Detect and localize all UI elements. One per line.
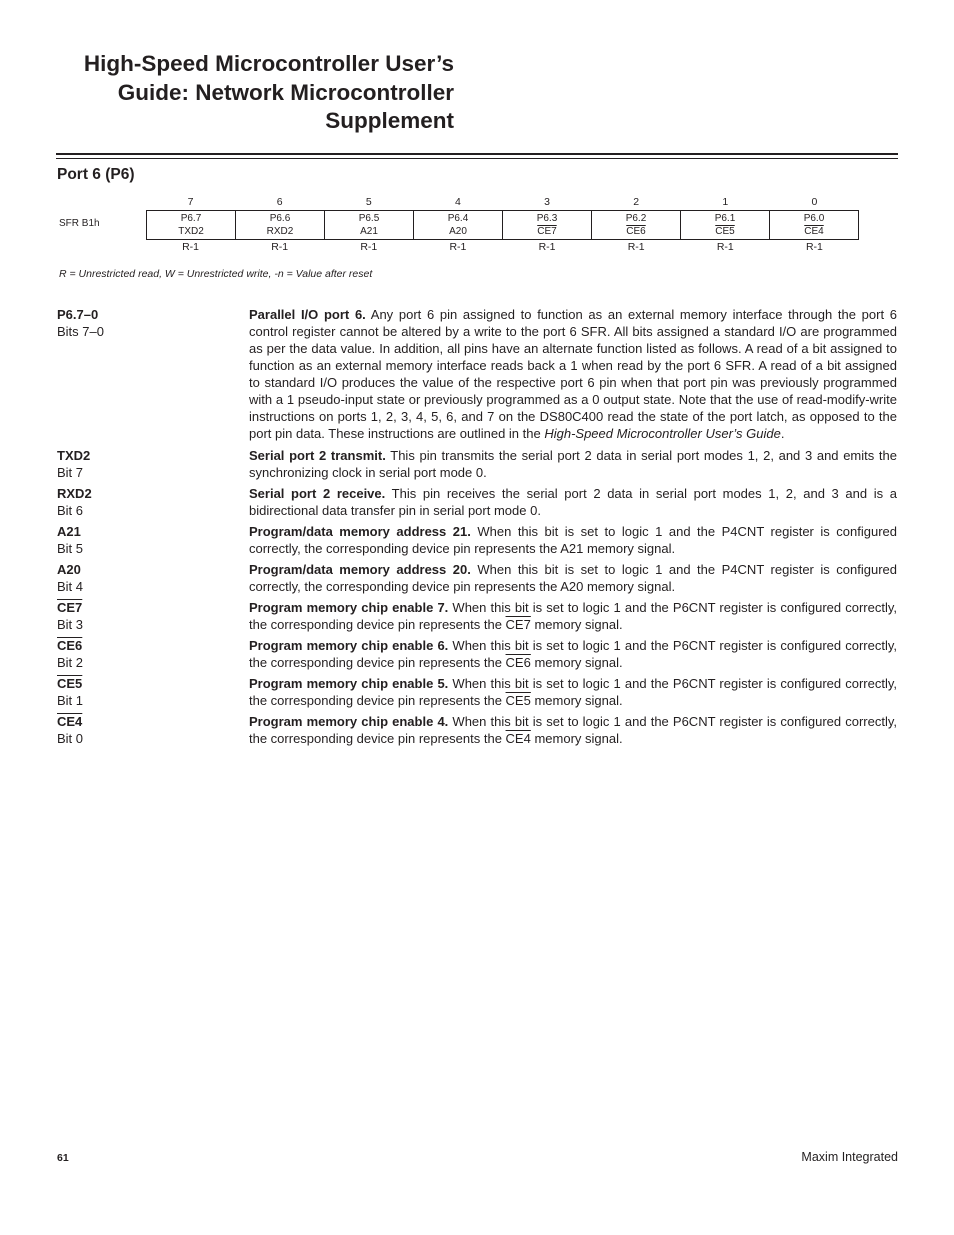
bit-description-text <box>249 713 897 747</box>
bit-description-text <box>249 306 897 442</box>
bit-description-list <box>57 306 897 751</box>
bit-number: 2 <box>633 196 640 208</box>
register-cell <box>681 211 770 240</box>
description-lead: Serial port 2 transmit. <box>249 448 386 463</box>
signal-name: CE5 <box>505 693 531 708</box>
bit-label <box>57 713 249 747</box>
bit-label <box>57 447 249 481</box>
description-end: memory signal. <box>530 617 623 632</box>
description-body: When this bit is set to logic 1 and the P4CNT register is configured correctly, the corresponding device pin represents the A20 memory signal. <box>249 562 897 594</box>
bit-description-text <box>249 523 897 557</box>
description-lead: Program/data memory address 21. <box>249 524 471 539</box>
bit-field-name: TXD2 <box>57 448 91 463</box>
header-rule-thick <box>56 153 898 155</box>
bit-number: 0 <box>811 196 818 208</box>
bit-description <box>57 675 897 709</box>
bit-position: Bits 7–0 <box>57 324 104 339</box>
bit-position: Bit 0 <box>57 731 84 746</box>
bit-label <box>57 306 249 442</box>
title-line-3: Supplement <box>325 108 454 133</box>
description-end: memory signal. <box>530 655 623 670</box>
bit-function: A20 <box>449 226 467 237</box>
bit-description-text <box>249 447 897 481</box>
bit-label <box>57 523 249 557</box>
signal-name: CE6 <box>505 655 531 670</box>
description-body: This pin receives the serial port 2 data in serial port modes 1, 2, and 3 and is a bidirectional data transfer pin in serial port mode 0. <box>249 486 897 518</box>
bit-description <box>57 306 897 442</box>
bit-name: P6.2 <box>625 213 647 224</box>
page-number: 61 <box>57 1152 69 1164</box>
bit-description-text <box>249 637 897 671</box>
bit-description <box>57 561 897 595</box>
bit-description-text <box>249 485 897 519</box>
bit-number: 5 <box>365 196 372 208</box>
header-rule-thin <box>56 158 898 159</box>
bit-field-name: A21 <box>57 524 81 539</box>
bit-position: Bit 2 <box>57 655 84 670</box>
register-legend: R = Unrestricted read, W = Unrestricted write, -n = Value after reset <box>59 268 373 280</box>
reset-value: R-1 <box>360 241 378 253</box>
bit-name: P6.7 <box>180 213 202 224</box>
bit-function: A21 <box>360 226 378 237</box>
bit-function: CE7 <box>537 226 557 237</box>
bit-function: CE4 <box>804 226 824 237</box>
bit-number: 1 <box>722 196 729 208</box>
signal-name: CE7 <box>505 617 531 632</box>
bit-description <box>57 523 897 557</box>
description-lead: Program memory chip enable 7. <box>249 600 449 615</box>
reset-value: R-1 <box>538 241 556 253</box>
bit-description <box>57 599 897 633</box>
title-line-1: High-Speed Microcontroller User’s <box>83 51 454 76</box>
reset-value: R-1 <box>627 241 645 253</box>
document-title <box>40 50 454 136</box>
bit-field-name: CE5 <box>57 676 83 691</box>
footer-company: Maxim Integrated <box>801 1150 898 1164</box>
register-cell <box>325 211 414 240</box>
guide-reference: High-Speed Microcontroller User’s Guide <box>544 426 781 441</box>
description-lead: Program/data memory address 20. <box>249 562 471 577</box>
bit-description <box>57 485 897 519</box>
register-cell <box>147 211 236 240</box>
bit-description-text <box>249 561 897 595</box>
description-body: When this bit is set to logic 1 and the P6CNT register is configured correctly, the corresponding device pin represents the <box>249 676 897 708</box>
signal-name: CE4 <box>505 731 531 746</box>
description-end: memory signal. <box>530 731 623 746</box>
register-row <box>147 211 859 240</box>
register-cell <box>592 211 681 240</box>
description-body: Any port 6 pin assigned to function as an external memory interface through the port 6 control register cannot be altered by a write to the port 6 SFR. All bits assigned a standard I/O are programmed as per the data value. In addition, all pins have an alternate function listed as follows. A read of a bit assigned to function as an external memory interface reads back a 1 when read by the port 6 SFR. A read of a bit assigned to standard I/O produces the value of the respective port 6 pin when that port pin was previously programmed with a 1 pseudo-input state or previously programmed as a 0 output state. Note that the use of read-modify-write instructions on ports 1, 2, 3, 4, 5, 6, and 7 on the DS80C400 read the state of the port latch, as opposed to the port pin data. These instructions are outlined in the <box>249 307 898 441</box>
bit-name: P6.3 <box>536 213 558 224</box>
description-body: When this bit is set to logic 1 and the P6CNT register is configured correctly, the corresponding device pin represents the <box>249 714 897 746</box>
description-body: When this bit is set to logic 1 and the P6CNT register is configured correctly, the corresponding device pin represents the <box>249 600 897 632</box>
description-body: When this bit is set to logic 1 and the P6CNT register is configured correctly, the corresponding device pin represents the <box>249 638 897 670</box>
bit-description <box>57 447 897 481</box>
bit-name: P6.6 <box>269 213 291 224</box>
bit-field-name: CE7 <box>57 600 83 615</box>
bit-name: P6.1 <box>714 213 736 224</box>
bit-function: CE6 <box>626 226 646 237</box>
register-bit-numbers <box>146 196 859 208</box>
bit-label <box>57 599 249 633</box>
description-lead: Parallel I/O port 6. <box>249 307 366 322</box>
reset-value: R-1 <box>449 241 467 253</box>
register-cell <box>770 211 859 240</box>
register-cell <box>503 211 592 240</box>
bit-field-name: CE4 <box>57 714 83 729</box>
reset-value: R-1 <box>805 241 823 253</box>
bit-label <box>57 637 249 671</box>
description-body: When this bit is set to logic 1 and the P4CNT register is configured correctly, the corresponding device pin represents the A21 memory signal. <box>249 524 897 556</box>
bit-number: 3 <box>544 196 550 208</box>
bit-number: 7 <box>187 196 194 208</box>
bit-description <box>57 713 897 747</box>
bit-field-name: P6.7–0 <box>57 307 99 322</box>
sfr-address-label: SFR B1h <box>59 218 100 229</box>
bit-number: 4 <box>455 196 461 208</box>
reset-value: R-1 <box>182 241 200 253</box>
bit-position: Bit 4 <box>57 579 84 594</box>
title-line-2: Guide: Network Microcontroller <box>117 79 454 105</box>
register-cell <box>236 211 325 240</box>
reset-value: R-1 <box>271 241 289 253</box>
bit-label <box>57 561 249 595</box>
bit-field-name: RXD2 <box>57 486 92 501</box>
register-reset-values <box>146 241 859 253</box>
bit-name: P6.0 <box>803 213 825 224</box>
bit-label <box>57 675 249 709</box>
bit-position: Bit 1 <box>57 693 84 708</box>
bit-name: P6.5 <box>358 213 380 224</box>
bit-function: TXD2 <box>178 226 204 237</box>
description-end: memory signal. <box>530 693 623 708</box>
bit-description-text <box>249 599 897 633</box>
bit-name: P6.4 <box>447 213 469 224</box>
bit-position: Bit 3 <box>57 617 84 632</box>
reset-value: R-1 <box>716 241 734 253</box>
description-lead: Serial port 2 receive. <box>249 486 386 501</box>
bit-description <box>57 637 897 671</box>
bit-label <box>57 485 249 519</box>
bit-position: Bit 7 <box>57 465 84 480</box>
bit-function: RXD2 <box>266 226 294 237</box>
bit-position: Bit 5 <box>57 541 84 556</box>
description-body: This pin transmits the serial port 2 data in serial port modes 1, 2, and 3 and emits the synchronizing clock in serial port mode 0. <box>249 448 898 480</box>
description-lead: Program memory chip enable 5. <box>249 676 449 691</box>
bit-description-text <box>249 675 897 709</box>
bit-position: Bit 6 <box>57 503 84 518</box>
description-end: . <box>780 426 785 441</box>
description-lead: Program memory chip enable 6. <box>249 638 449 653</box>
bit-function: CE5 <box>715 226 735 237</box>
bit-field-name: CE6 <box>57 638 83 653</box>
register-bit-table <box>146 210 859 240</box>
description-lead: Program memory chip enable 4. <box>249 714 449 729</box>
bit-number: 6 <box>276 196 283 208</box>
section-title: Port 6 (P6) <box>57 166 135 183</box>
bit-field-name: A20 <box>57 562 81 577</box>
register-cell <box>414 211 503 240</box>
